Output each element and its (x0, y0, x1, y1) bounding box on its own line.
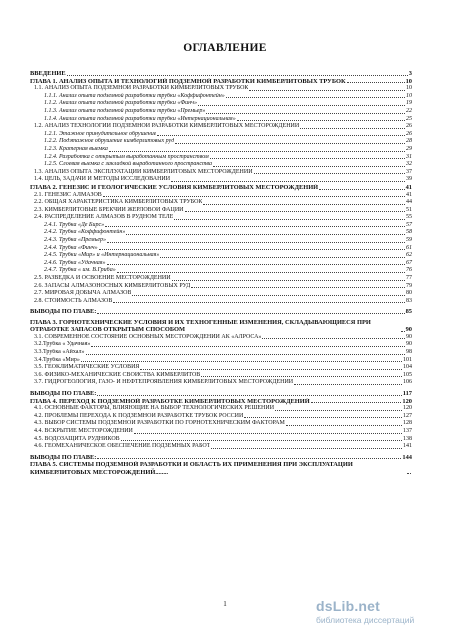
toc-chapter-entry[interactable] (30, 70, 412, 78)
toc-section-entry[interactable] (30, 176, 412, 184)
toc-dot-leader (107, 242, 405, 243)
toc-dot-leader (244, 417, 402, 418)
toc-page-number: 44 (406, 199, 412, 206)
toc-page-number: 138 (403, 435, 412, 442)
toc-section-entry[interactable] (30, 298, 412, 306)
toc-chapter-entry[interactable] (30, 398, 412, 406)
toc-dot-leader (300, 128, 405, 129)
toc-entry-text: ГЛАВА 4. ПЕРЕХОД К ПОДЗЕМНОЙ РАЗРАБОТКЕ КИМБЕРЛИТОВЫХ МЕСТОРОЖДЕНИЙ (30, 397, 310, 405)
toc-section-entry[interactable] (30, 405, 412, 413)
toc-entry-text: 3.5. ГЕОКЛИМАТИЧЕСКИЕ УСЛОВИЯ (34, 364, 140, 371)
toc-dot-leader (191, 287, 405, 288)
toc-section-entry[interactable] (30, 413, 412, 421)
toc-dot-leader (132, 295, 405, 296)
toc-section-entry[interactable] (30, 357, 412, 365)
toc-entry-text: ГЛАВА 2. ГЕНЕЗИС И ГЕОЛОГИЧЕСКИЕ УСЛОВИЯ КИМБЕРЛИТОВЫХ МЕСТОРОЖДЕНИЙ (30, 183, 319, 191)
toc-entry-text: 4.5. ВОДОЗАЩИТА РУДНИКОВ (34, 435, 120, 442)
toc-page-number: 51 (406, 206, 412, 213)
toc-page-number: 62 (406, 252, 412, 259)
toc-entry-text: 3.2.Трубка « Удачная» (34, 341, 91, 348)
toc-page-number: 10 (406, 85, 412, 92)
toc-subsection-entry[interactable] (30, 108, 412, 116)
toc-entry-text: 2.4. РАСПРЕДЕЛЕНИЕ АЛМАЗОВ В РУДНОМ ТЕЛЕ (34, 214, 174, 221)
toc-section-entry[interactable] (30, 349, 412, 357)
toc-section-entry[interactable] (30, 379, 412, 387)
toc-entry-text: 4.3. ВЫБОР СИСТЕМЫ ПОДЗЕМНОЙ РАЗРАБОТКИ ПО ГОРНОТЕХНИЧЕСКИМ ФАКТОРАМ (34, 420, 285, 427)
toc-subsection-entry[interactable] (30, 100, 412, 108)
toc-page-number: 39 (406, 176, 412, 183)
toc-section-entry[interactable] (30, 85, 412, 93)
toc-dot-leader (206, 113, 405, 114)
toc-dot-leader (249, 90, 405, 91)
toc-page-number: 120 (403, 405, 412, 412)
toc-section-entry[interactable] (30, 420, 412, 428)
toc-section-entry[interactable] (30, 207, 412, 215)
toc-entry-text: 1.1.3. Анализ опыта подземной разработки трубки «Премьер» (44, 107, 206, 114)
toc-page-number: 90 (406, 341, 412, 348)
toc-page-number: 28 (406, 138, 412, 145)
toc-page-number: 90 (405, 326, 412, 334)
toc-section-entry[interactable] (30, 192, 412, 200)
toc-page-number: 41 (406, 191, 412, 198)
toc-dot-leader (203, 204, 405, 205)
table-of-contents (30, 70, 412, 476)
toc-section-entry[interactable] (30, 275, 412, 283)
toc-entry-text: ВЫВОДЫ ПО ГЛАВЕ: (30, 389, 97, 397)
toc-page-number: 55 (406, 214, 412, 221)
toc-chapter-entry[interactable] (30, 319, 412, 334)
toc-entry-text: 2.3. КИМБЕРЛИТОВЫЕ БРЕКЧИИ ЖЕРЛОВОЙ ФАЦИИ (34, 206, 184, 213)
toc-dot-leader (407, 473, 411, 474)
toc-dot-leader (67, 75, 408, 76)
toc-dot-leader (171, 181, 405, 182)
toc-page-number: 127 (403, 412, 412, 419)
toc-page-number: 105 (403, 371, 412, 378)
toc-dot-leader (140, 369, 402, 370)
toc-entry-text: 1.1.2. Анализ опыта подземной разработки трубки «Финч» (44, 100, 198, 107)
toc-entry-text: ГЛАВА 3. ГОРНОТЕХНИЧЕСКИЕ УСЛОВИЯ И ИХ ТЕХНОГЕННЫЕ ИЗМЕНЕНИЯ, СКЛАДЫВАЮЩИЕСЯ ПРИ ОТРАБОТКЕ ЗАПАСОВ ОТКРЫТЫМ СПОСОБОМ (30, 319, 371, 334)
toc-page-number: 79 (406, 282, 412, 289)
toc-entry-text: 4.1. ОСНОВНЫЕ ФАКТОРЫ, ВЛИЯЮЩИЕ НА ВЫБОР ТЕХНОЛОГИЧЕСКИХ РЕШЕНИЙ (34, 405, 275, 412)
toc-page-number: 10 (406, 92, 412, 99)
toc-entry-text: 4.2. ПРОБЛЕМЫ ПЕРЕХОДА К ПОДЗЕМНОЙ РАЗРАБОТКЕ ТРУБОК РОССИИ (34, 412, 244, 419)
toc-chapter-entry[interactable] (30, 390, 412, 398)
toc-entry-text: 2.4.3. Трубка «Премьер» (44, 237, 107, 244)
toc-entry-text: 2.4.2. Трубка «Коффифонтейн» (44, 229, 126, 236)
toc-entry-text: 2.4.4. Трубка «Финч» (44, 244, 98, 251)
toc-page-number: 19 (406, 100, 412, 107)
toc-entry-text: 1.2. АНАЛИЗ ТЕХНОЛОГИЙ ПОДЗЕМНОЙ РАЗРАБОТКИ КИМБЕРЛИТОВЫХ МЕСТОРОЖДЕНИЙ (34, 123, 300, 130)
toc-entry-text: 2.4.5. Трубки «Мир» и «Интернациональная» (44, 252, 160, 259)
toc-page-number: 117 (402, 389, 412, 397)
toc-section-entry[interactable] (30, 169, 412, 177)
watermark-subtitle: библиотека диссертаций (316, 615, 415, 625)
toc-page-number: 58 (406, 229, 412, 236)
toc-dot-leader (319, 189, 404, 190)
toc-dot-leader (201, 376, 402, 377)
toc-chapter-entry[interactable] (30, 461, 412, 476)
toc-dot-leader (97, 395, 401, 396)
toc-entry-text: 1.1. АНАЛИЗ ОПЫТА ПОДЗЕМНОЙ РАЗРАБОТКИ КИМБЕРЛИТОВЫХ ТРУБОК (34, 85, 249, 92)
toc-page-number: 57 (406, 221, 412, 228)
toc-entry-text: ВВЕДЕНИЕ (30, 70, 66, 77)
toc-dot-leader (91, 346, 405, 347)
toc-dot-leader (99, 249, 405, 250)
toc-subsection-entry[interactable] (30, 229, 412, 237)
toc-entry-text: 1.3. АНАЛИЗ ОПЫТА ЭКСПЛУАТАЦИИ КИМБЕРЛИТОВЫХ МЕСТОРОЖДЕНИЙ (34, 168, 253, 175)
toc-entry-text: 2.5. РАЗВЕДКА И ОСВОЕНИЕ МЕСТОРОЖДЕНИЙ (34, 275, 171, 282)
toc-section-entry[interactable] (30, 436, 412, 444)
toc-entry-text: 1.4. ЦЕЛЬ, ЗАДАЧИ И МЕТОДЫ ИССЛЕДОВАНИЙ (34, 176, 171, 183)
toc-entry-text: 2.2. ОБЩАЯ ХАРАКТЕРИСТИКА КИМБЕРЛИТОВЫХ ТРУБОК (34, 199, 203, 206)
toc-page-number: 29 (406, 145, 412, 152)
toc-dot-leader (174, 219, 405, 220)
toc-subsection-entry[interactable] (30, 93, 412, 101)
toc-entry-text: 1.2.5. Слоевая выемка с закладкой выработанного пространства (44, 161, 212, 168)
toc-section-entry[interactable] (30, 443, 412, 451)
toc-dot-leader (254, 173, 405, 174)
toc-section-entry[interactable] (30, 290, 412, 298)
toc-chapter-entry[interactable] (30, 184, 412, 192)
toc-page-number: 22 (406, 107, 412, 114)
toc-dot-leader (109, 151, 405, 152)
toc-page-number: 26 (406, 130, 412, 137)
toc-dot-leader (210, 158, 405, 159)
toc-subsection-entry[interactable] (30, 237, 412, 245)
toc-dot-leader (262, 338, 405, 339)
toc-page-number: 3 (408, 70, 412, 77)
toc-subsection-entry[interactable] (30, 131, 412, 139)
toc-subsection-entry[interactable] (30, 245, 412, 253)
toc-entry-text: 3.1. СОВРЕМЕННОЕ СОСТОЯНИЕ ОСНОВНЫХ МЕСТОРОЖДЕНИЙ АК «АЛРОСА» (34, 333, 262, 340)
toc-dot-leader (117, 272, 405, 273)
toc-page-number: 101 (403, 356, 412, 363)
toc-dot-leader (347, 82, 405, 83)
toc-title: ОГЛАВЛЕНИЕ (183, 42, 267, 54)
toc-section-entry[interactable] (30, 334, 412, 342)
toc-entry-text: 4.6. ГЕОМЕХАНИЧЕСКОЕ ОБЕСПЕЧЕНИЕ ПОДЗЕМНЫХ РАБОТ (34, 443, 211, 450)
toc-page-number: 98 (406, 349, 412, 355)
toc-page-number: 106 (403, 379, 412, 386)
toc-dot-leader (237, 120, 405, 121)
toc-section-entry[interactable] (30, 123, 412, 131)
toc-section-entry[interactable] (30, 283, 412, 291)
toc-section-entry[interactable] (30, 364, 412, 372)
toc-entry-text: 2.8. СТОИМОСТЬ АЛМАЗОВ (34, 297, 113, 304)
toc-chapter-entry[interactable] (30, 308, 412, 316)
toc-page-number: 76 (406, 267, 412, 274)
toc-dot-leader (103, 196, 405, 197)
toc-subsection-entry[interactable] (30, 154, 412, 162)
toc-entry-text: 3.7. ГИДРОГЕОЛОГИЯ, ГАЗО- И НЕФТЕПРОЯВЛЕНИЯ КИМБЕРЛИТОВЫХ МЕСТОРОЖДЕНИЙ (34, 379, 294, 386)
toc-dot-leader (286, 425, 402, 426)
toc-subsection-entry[interactable] (30, 146, 412, 154)
toc-entry-text: 4.4. ВСКРЫТИЕ МЕСТОРОЖДЕНИЙ (34, 427, 133, 434)
page-number: 1 (223, 600, 227, 608)
toc-entry-text: 2.6. ЗАПАСЫ АЛМАЗОНОСНЫХ КИМБЕРЛИТОВЫХ РУД (34, 282, 191, 289)
toc-page-number: 61 (406, 244, 412, 251)
toc-dot-leader (175, 143, 405, 144)
toc-page-number: 31 (406, 153, 412, 160)
toc-section-entry[interactable] (30, 428, 412, 436)
toc-subsection-entry[interactable] (30, 267, 412, 275)
toc-subsection-entry[interactable] (30, 116, 412, 124)
toc-page-number: 104 (403, 364, 412, 371)
toc-page-number: 32 (406, 161, 412, 168)
toc-page-number: 25 (406, 115, 412, 122)
toc-subsection-entry[interactable] (30, 222, 412, 230)
watermark (316, 598, 436, 628)
toc-entry-text: 1.2.2. Подэтажное обрушение кимберлитовых руд (44, 138, 175, 145)
toc-dot-leader (226, 97, 405, 98)
toc-subsection-entry[interactable] (30, 161, 412, 169)
toc-entry-text: 2.4.7. Трубка « им. В.Гриба» (44, 267, 116, 274)
toc-dot-leader (160, 257, 405, 258)
toc-dot-leader (105, 226, 405, 227)
toc-dot-leader (294, 384, 402, 385)
toc-section-entry[interactable] (30, 199, 412, 207)
toc-subsection-entry[interactable] (30, 138, 412, 146)
toc-entry-text: 1.2.4. Разработка с открытым выработанным пространством (44, 153, 209, 160)
toc-entry-text: 2.4.1. Трубка «Де Бирс» (44, 221, 105, 228)
toc-dot-leader (86, 354, 406, 355)
toc-dot-leader (401, 331, 405, 332)
toc-entry-text: 1.1.1. Анализ опыта подземной разработки трубки «Коффифонтейн» (44, 92, 225, 99)
toc-entry-text: 1.2.3. Кратерная выемка (44, 145, 108, 152)
toc-dot-leader (113, 302, 405, 303)
toc-entry-text: ВЫВОДЫ ПО ГЛАВЕ: (30, 453, 97, 461)
toc-entry-text: ГЛАВА 1. АНАЛИЗ ОПЫТА И ТЕХНОЛОГИЙ ПОДЗЕМНОЙ РАЗРАБОТКИ КИМБЕРЛИТОВЫХ ТРУБОК (30, 77, 346, 85)
toc-chapter-entry[interactable] (30, 78, 412, 86)
toc-page-number: 10 (405, 77, 412, 85)
toc-subsection-entry[interactable] (30, 252, 412, 260)
toc-page-number: 85 (405, 308, 412, 316)
toc-entry-text: 2.7. МИРОВАЯ ДОБЫЧА АЛМАЗОВ (34, 290, 132, 297)
toc-dot-leader (275, 410, 402, 411)
toc-dot-leader (198, 105, 405, 106)
toc-entry-text: ГЛАВА 5. СИСТЕМЫ ПОДЗЕМНОЙ РАЗРАБОТКИ И ОБЛАСТЬ ИХ ПРИМЕНЕНИЯ ПРИ ЭКСПЛУАТАЦИИ КИМБЕРЛИТОВЫХ МЕСТОРОЖДЕНИЙ........ (30, 461, 353, 476)
toc-section-entry[interactable] (30, 341, 412, 349)
toc-entry-text: 3.3.Трубка «Айхал» (34, 349, 85, 355)
toc-page-number: 67 (406, 259, 412, 266)
toc-dot-leader (126, 234, 405, 235)
toc-dot-leader (134, 433, 402, 434)
toc-dot-leader (172, 280, 405, 281)
toc-dot-leader (97, 458, 401, 459)
toc-section-entry[interactable] (30, 372, 412, 380)
toc-dot-leader (311, 402, 402, 403)
toc-page-number: 59 (406, 237, 412, 244)
watermark-logo: dsLib.net (316, 598, 381, 614)
toc-dot-leader (213, 166, 405, 167)
toc-dot-leader (211, 448, 402, 449)
toc-entry-text: 2.1. ГЕНЕЗИС АЛМАЗОВ (34, 191, 102, 198)
toc-section-entry[interactable] (30, 214, 412, 222)
toc-entry-text: 1.1.4. Анализ опыта подземной разработки трубки «Интернациональная» (44, 115, 236, 122)
toc-page-number: 77 (406, 275, 412, 282)
toc-dot-leader (185, 211, 405, 212)
toc-entry-text: 3.4.Трубка «Мир» (34, 356, 80, 363)
toc-entry-text: ВЫВОДЫ ПО ГЛАВЕ: (30, 308, 97, 316)
toc-chapter-entry[interactable] (30, 454, 412, 462)
toc-page-number: 80 (406, 290, 412, 297)
toc-page-number: 120 (402, 397, 412, 405)
toc-page-number: 41 (405, 183, 412, 191)
toc-dot-leader (121, 440, 402, 441)
toc-page-number: 144 (402, 453, 412, 461)
toc-page-number: 26 (406, 123, 412, 130)
toc-page-number: 37 (406, 168, 412, 175)
toc-page-number: 137 (403, 427, 412, 434)
toc-entry-text: 1.2.1. Этажное принудительное обрушение (44, 130, 157, 137)
toc-page-number: 128 (403, 420, 412, 427)
toc-dot-leader (107, 264, 406, 265)
toc-entry-text: 2.4.6. Трубка «Удачная» (44, 259, 106, 266)
toc-dot-leader (97, 313, 404, 314)
toc-page-number: 90 (406, 333, 412, 340)
toc-dot-leader (81, 361, 402, 362)
toc-page-number: 141 (403, 443, 412, 450)
toc-entry-text: 3.6. ФИЗИКО-МЕХАНИЧЕСКИЕ СВОЙСТВА КИМБЕРЛИТОВ (34, 371, 201, 378)
toc-subsection-entry[interactable] (30, 260, 412, 268)
toc-dot-leader (157, 135, 405, 136)
toc-page-number: 83 (406, 297, 412, 304)
